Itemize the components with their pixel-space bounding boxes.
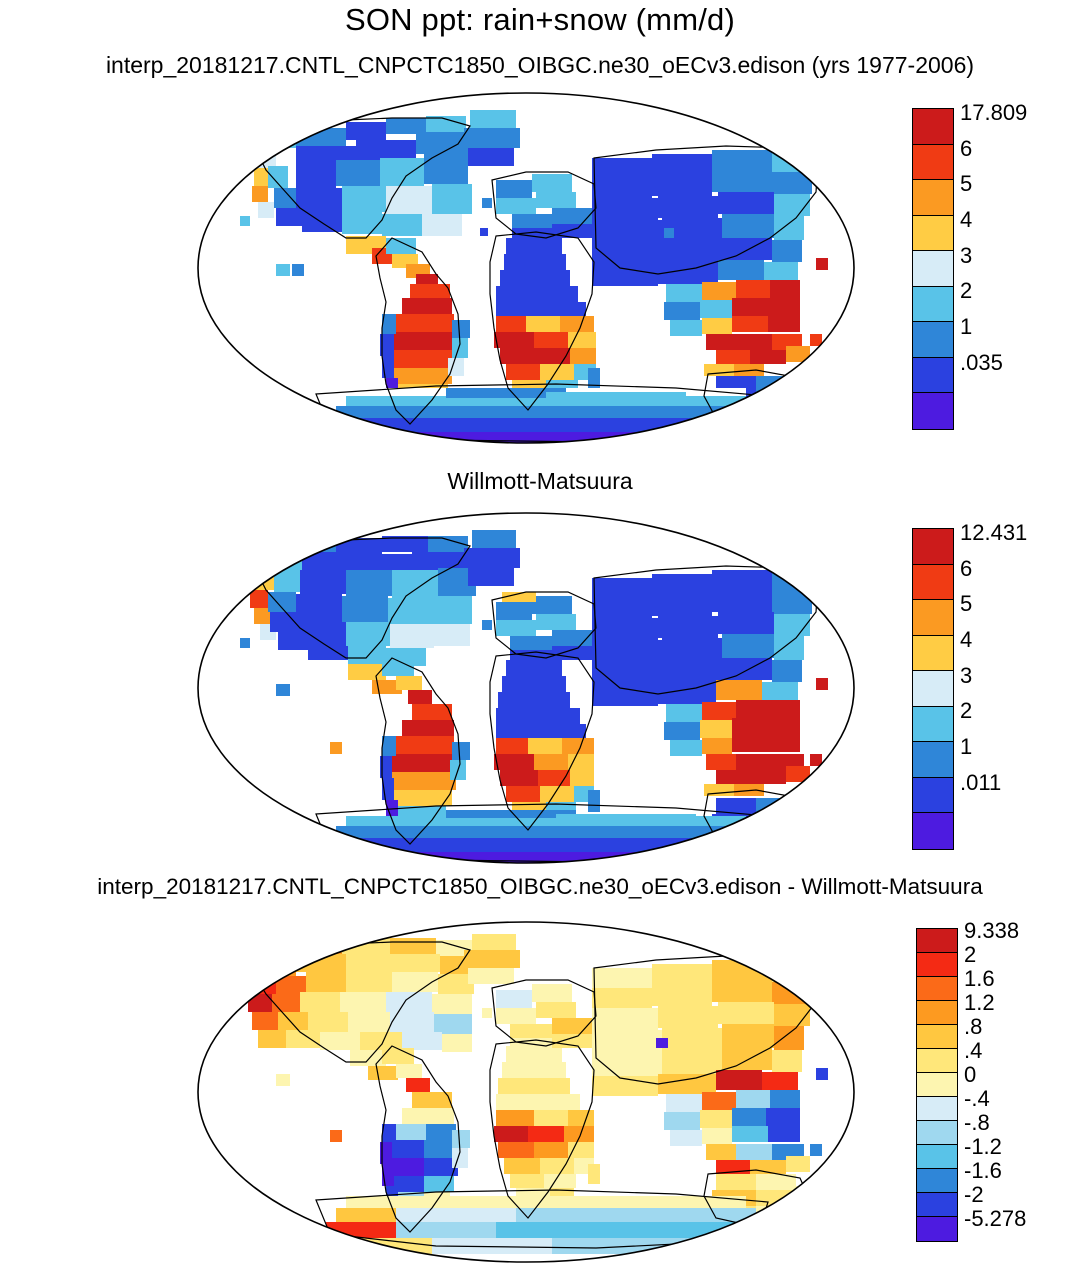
colorbar-diff-tick-neg-1p2: -1.2 [964, 1134, 1002, 1159]
colorbar-diff-tick-neg-1p6: -1.6 [964, 1158, 1002, 1183]
figure-title: SON ppt: rain+snow (mm/d) [344, 2, 736, 37]
map-obs-svg [196, 508, 856, 868]
colorbar-diff-min: -5.278 [964, 1206, 1027, 1231]
colorbar-model-tick-6: 6 [960, 136, 973, 161]
panel-obs [0, 460, 1080, 870]
colorbar-diff-tick-p8: .8 [964, 1014, 983, 1039]
colorbar-model-tick-4: 4 [960, 207, 973, 232]
colorbar-diff-tick-p4: .4 [964, 1038, 983, 1063]
colorbar-diff-max: 9.338 [964, 918, 1020, 943]
map-obs [196, 508, 856, 868]
colorbar-diff-tick-neg-p8: -.8 [964, 1110, 990, 1135]
colorbar-diff-tick-2: 2 [964, 942, 977, 967]
map-model-svg [196, 88, 856, 448]
colorbar-obs-tick-1: 1 [960, 734, 973, 759]
colorbar-obs-min: .011 [960, 770, 1002, 795]
colorbar-model-tick-2: 2 [960, 278, 973, 303]
colorbar-diff-tick-1p2: 1.2 [964, 990, 995, 1015]
panel-model [0, 0, 1080, 460]
colorbar-obs-tick-3: 3 [960, 663, 973, 688]
colorbar-obs-strip [912, 528, 954, 850]
panel-obs-title: Willmott-Matsuura [447, 468, 633, 494]
colorbar-diff-tick-neg-p4: -.4 [964, 1086, 990, 1111]
colorbar-obs-tick-5: 5 [960, 591, 973, 616]
colorbar-diff-tick-0: 0 [964, 1062, 977, 1087]
colorbar-diff-tick-neg-2: -2 [964, 1182, 984, 1207]
map-model [196, 88, 856, 448]
panel-model-title: interp_20181217.CNTL_CNPCTC1850_OIBGC.ne30_oECv3.edison (yrs 1977-2006) [105, 52, 975, 78]
colorbar-model-tick-3: 3 [960, 243, 973, 268]
panel-diff [0, 870, 1080, 1270]
map-diff [196, 918, 856, 1266]
colorbar-obs-tick-4: 4 [960, 627, 973, 652]
colorbar-obs-tick-6: 6 [960, 556, 973, 581]
colorbar-obs-tick-2: 2 [960, 698, 973, 723]
colorbar-obs-max: 12.431 [960, 520, 1028, 545]
panel-diff-title: interp_20181217.CNTL_CNPCTC1850_OIBGC.ne30_oECv3.edison - Willmott-Matsuura [97, 874, 983, 899]
colorbar-model-min: .035 [960, 350, 1003, 375]
colorbar-model-max: 17.809 [960, 100, 1028, 125]
colorbar-model-strip [912, 108, 954, 430]
colorbar-diff-strip [916, 928, 958, 1242]
map-diff-svg [196, 918, 856, 1266]
colorbar-model-tick-5: 5 [960, 171, 973, 196]
colorbar-diff-tick-1p6: 1.6 [964, 966, 995, 991]
colorbar-model-tick-1: 1 [960, 314, 973, 339]
